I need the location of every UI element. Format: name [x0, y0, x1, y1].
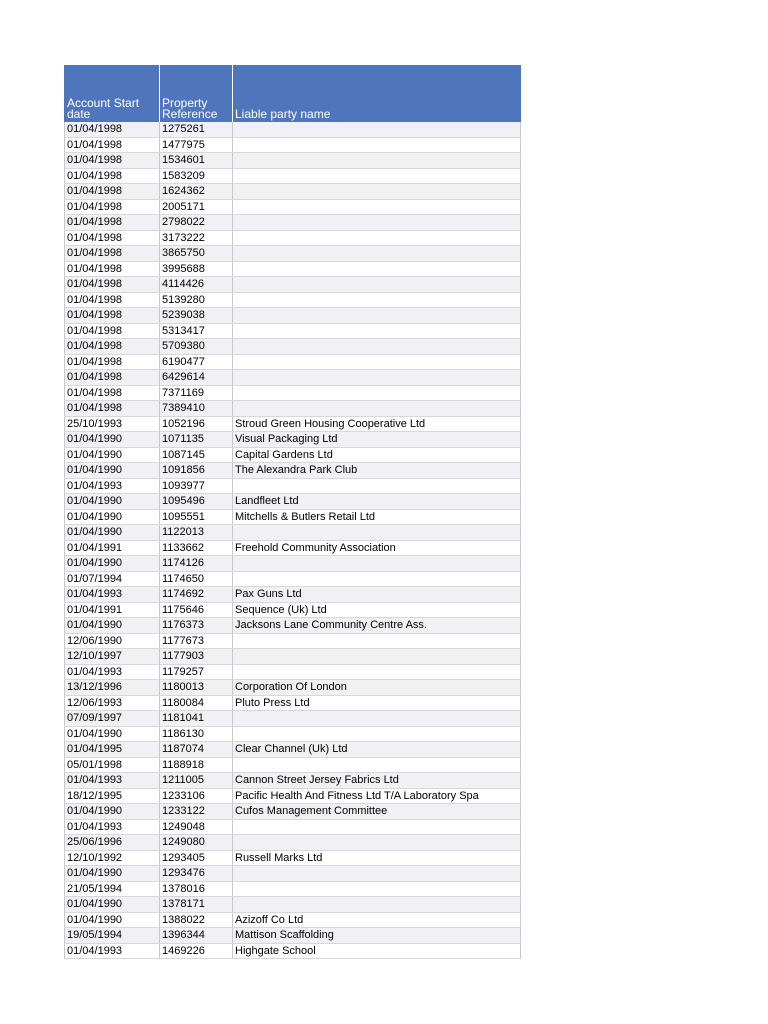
account-start-date-cell: 01/04/1990: [65, 447, 160, 463]
table-row: [65, 478, 521, 494]
property-reference-cell: 3865750: [160, 246, 233, 262]
liable-party-name-cell: Clear Channel (Uk) Ltd: [233, 742, 521, 758]
liable-party-name-cell: Mattison Scaffolding: [233, 928, 521, 944]
account-start-date-cell: 01/04/1990: [65, 912, 160, 928]
property-reference-cell: 1180084: [160, 695, 233, 711]
account-start-date-cell: 01/04/1990: [65, 463, 160, 479]
liable-party-name-cell: [233, 757, 521, 773]
liable-party-name-cell: Highgate School: [233, 943, 521, 959]
property-reference-cell: 1233122: [160, 804, 233, 820]
property-reference-cell: 1275261: [160, 122, 233, 137]
property-reference-cell: 1186130: [160, 726, 233, 742]
liable-party-name-cell: [233, 726, 521, 742]
liable-party-name-cell: Corporation Of London: [233, 680, 521, 696]
liable-party-name-cell: Azizoff Co Ltd: [233, 912, 521, 928]
account-start-date-cell: 01/04/1990: [65, 509, 160, 525]
table-row: [65, 447, 521, 463]
liable-party-name-cell: [233, 153, 521, 169]
property-reference-cell: 1133662: [160, 540, 233, 556]
table-row: [65, 153, 521, 169]
table-row: [65, 850, 521, 866]
table-row: [65, 230, 521, 246]
table-row: [65, 711, 521, 727]
table-row: [65, 432, 521, 448]
property-reference-cell: 1174692: [160, 587, 233, 603]
property-reference-cell: 1052196: [160, 416, 233, 432]
table-row: [65, 819, 521, 835]
liable-party-name-cell: Russell Marks Ltd: [233, 850, 521, 866]
property-reference-cell: 5313417: [160, 323, 233, 339]
table-row: [65, 308, 521, 324]
property-reference-cell: 6429614: [160, 370, 233, 386]
account-start-date-cell: 01/04/1998: [65, 153, 160, 169]
liable-party-name-cell: [233, 122, 521, 137]
liable-party-name-cell: [233, 478, 521, 494]
liable-party-name-cell: [233, 215, 521, 231]
account-start-date-cell: 13/12/1996: [65, 680, 160, 696]
liable-party-name-cell: [233, 881, 521, 897]
account-start-date-cell: 19/05/1994: [65, 928, 160, 944]
table-row: [65, 881, 521, 897]
property-reference-cell: 1249048: [160, 819, 233, 835]
property-reference-cell: 1177673: [160, 633, 233, 649]
property-reference-cell: 5139280: [160, 292, 233, 308]
table-row: [65, 928, 521, 944]
account-start-date-cell: 01/04/1998: [65, 292, 160, 308]
liable-party-name-cell: Visual Packaging Ltd: [233, 432, 521, 448]
property-reference-cell: 2798022: [160, 215, 233, 231]
liable-party-name-cell: [233, 835, 521, 851]
liable-party-name-cell: Mitchells & Butlers Retail Ltd: [233, 509, 521, 525]
header-account-start-date: Account Start date: [65, 65, 160, 122]
property-reference-cell: 3173222: [160, 230, 233, 246]
header-row: [65, 65, 521, 122]
liable-party-name-cell: Sequence (Uk) Ltd: [233, 602, 521, 618]
property-reference-cell: 1233106: [160, 788, 233, 804]
property-reference-cell: 1174126: [160, 556, 233, 572]
property-reference-cell: 1181041: [160, 711, 233, 727]
liable-party-name-cell: [233, 385, 521, 401]
spreadsheet: [64, 65, 520, 959]
account-start-date-cell: 21/05/1994: [65, 881, 160, 897]
table-row: [65, 540, 521, 556]
table-body: [65, 122, 521, 959]
property-reference-cell: 1093977: [160, 478, 233, 494]
account-start-date-cell: 01/04/1998: [65, 401, 160, 417]
table-row: [65, 912, 521, 928]
account-start-date-cell: 01/04/1990: [65, 618, 160, 634]
table-row: [65, 122, 521, 137]
liable-party-name-cell: Cufos Management Committee: [233, 804, 521, 820]
account-start-date-cell: 01/04/1990: [65, 556, 160, 572]
property-reference-cell: 1396344: [160, 928, 233, 944]
property-reference-cell: 1388022: [160, 912, 233, 928]
account-start-date-cell: 01/04/1998: [65, 246, 160, 262]
liable-party-name-cell: [233, 323, 521, 339]
liable-party-name-cell: [233, 230, 521, 246]
liable-party-name-cell: Stroud Green Housing Cooperative Ltd: [233, 416, 521, 432]
property-reference-cell: 1583209: [160, 168, 233, 184]
liable-party-name-cell: [233, 711, 521, 727]
account-start-date-cell: 01/04/1990: [65, 866, 160, 882]
property-reference-cell: 1091856: [160, 463, 233, 479]
table-row: [65, 137, 521, 153]
table-row: [65, 401, 521, 417]
liable-party-name-cell: [233, 339, 521, 355]
property-reference-cell: 2005171: [160, 199, 233, 215]
liable-party-name-cell: Pacific Health And Fitness Ltd T/A Laboratory Spa: [233, 788, 521, 804]
liable-party-name-cell: Freehold Community Association: [233, 540, 521, 556]
property-reference-cell: 7371169: [160, 385, 233, 401]
liable-party-name-cell: Pluto Press Ltd: [233, 695, 521, 711]
property-reference-cell: 1293405: [160, 850, 233, 866]
account-start-date-cell: 01/04/1990: [65, 897, 160, 913]
account-start-date-cell: 01/07/1994: [65, 571, 160, 587]
property-reference-cell: 1211005: [160, 773, 233, 789]
liable-party-name-cell: Jacksons Lane Community Centre Ass.: [233, 618, 521, 634]
account-start-date-cell: 01/04/1990: [65, 804, 160, 820]
liable-party-name-cell: Pax Guns Ltd: [233, 587, 521, 603]
table-row: [65, 385, 521, 401]
account-start-date-cell: 01/04/1995: [65, 742, 160, 758]
property-reference-cell: 3995688: [160, 261, 233, 277]
liable-party-name-cell: [233, 525, 521, 541]
account-start-date-cell: 01/04/1991: [65, 540, 160, 556]
account-start-date-cell: 01/04/1998: [65, 370, 160, 386]
data-table: [64, 65, 521, 959]
table-row: [65, 416, 521, 432]
table-row: [65, 633, 521, 649]
table-row: [65, 525, 521, 541]
liable-party-name-cell: [233, 199, 521, 215]
table-row: [65, 184, 521, 200]
account-start-date-cell: 18/12/1995: [65, 788, 160, 804]
table-header: [65, 65, 521, 122]
property-reference-cell: 5239038: [160, 308, 233, 324]
table-row: [65, 571, 521, 587]
table-row: [65, 680, 521, 696]
property-reference-cell: 1095496: [160, 494, 233, 510]
property-reference-cell: 1071135: [160, 432, 233, 448]
account-start-date-cell: 01/04/1998: [65, 199, 160, 215]
header-liable-party-name: Liable party name: [233, 65, 521, 122]
property-reference-cell: 6190477: [160, 354, 233, 370]
account-start-date-cell: 01/04/1990: [65, 432, 160, 448]
account-start-date-cell: 25/06/1996: [65, 835, 160, 851]
property-reference-cell: 1187074: [160, 742, 233, 758]
property-reference-cell: 1188918: [160, 757, 233, 773]
table-row: [65, 494, 521, 510]
liable-party-name-cell: Landfleet Ltd: [233, 494, 521, 510]
account-start-date-cell: 12/10/1997: [65, 649, 160, 665]
account-start-date-cell: 01/04/1991: [65, 602, 160, 618]
account-start-date-cell: 12/10/1992: [65, 850, 160, 866]
account-start-date-cell: 01/04/1998: [65, 215, 160, 231]
table-row: [65, 943, 521, 959]
table-row: [65, 804, 521, 820]
property-reference-cell: 1087145: [160, 447, 233, 463]
account-start-date-cell: 12/06/1990: [65, 633, 160, 649]
table-row: [65, 757, 521, 773]
property-reference-cell: 5709380: [160, 339, 233, 355]
table-row: [65, 354, 521, 370]
account-start-date-cell: 12/06/1993: [65, 695, 160, 711]
liable-party-name-cell: [233, 664, 521, 680]
account-start-date-cell: 01/04/1998: [65, 339, 160, 355]
account-start-date-cell: 01/04/1993: [65, 664, 160, 680]
table-row: [65, 866, 521, 882]
liable-party-name-cell: [233, 649, 521, 665]
table-row: [65, 742, 521, 758]
liable-party-name-cell: [233, 401, 521, 417]
table-row: [65, 556, 521, 572]
property-reference-cell: 1174650: [160, 571, 233, 587]
property-reference-cell: 1378016: [160, 881, 233, 897]
liable-party-name-cell: [233, 168, 521, 184]
table-row: [65, 695, 521, 711]
property-reference-cell: 1534601: [160, 153, 233, 169]
table-row: [65, 509, 521, 525]
account-start-date-cell: 01/04/1998: [65, 261, 160, 277]
account-start-date-cell: 01/04/1998: [65, 323, 160, 339]
liable-party-name-cell: [233, 897, 521, 913]
table-row: [65, 199, 521, 215]
account-start-date-cell: 01/04/1998: [65, 385, 160, 401]
property-reference-cell: 1177903: [160, 649, 233, 665]
account-start-date-cell: 01/04/1998: [65, 308, 160, 324]
property-reference-cell: 1293476: [160, 866, 233, 882]
account-start-date-cell: 01/04/1998: [65, 168, 160, 184]
liable-party-name-cell: [233, 137, 521, 153]
account-start-date-cell: 01/04/1998: [65, 277, 160, 293]
account-start-date-cell: 01/04/1993: [65, 819, 160, 835]
liable-party-name-cell: Cannon Street Jersey Fabrics Ltd: [233, 773, 521, 789]
table-row: [65, 835, 521, 851]
account-start-date-cell: 01/04/1993: [65, 943, 160, 959]
table-row: [65, 246, 521, 262]
table-row: [65, 277, 521, 293]
liable-party-name-cell: [233, 246, 521, 262]
liable-party-name-cell: Capital Gardens Ltd: [233, 447, 521, 463]
liable-party-name-cell: [233, 571, 521, 587]
table-row: [65, 897, 521, 913]
property-reference-cell: 1378171: [160, 897, 233, 913]
table-row: [65, 773, 521, 789]
account-start-date-cell: 01/04/1998: [65, 354, 160, 370]
property-reference-cell: 1249080: [160, 835, 233, 851]
account-start-date-cell: 01/04/1998: [65, 230, 160, 246]
property-reference-cell: 1624362: [160, 184, 233, 200]
account-start-date-cell: 25/10/1993: [65, 416, 160, 432]
property-reference-cell: 1122013: [160, 525, 233, 541]
table-row: [65, 292, 521, 308]
table-row: [65, 168, 521, 184]
account-start-date-cell: 01/04/1993: [65, 773, 160, 789]
property-reference-cell: 1095551: [160, 509, 233, 525]
account-start-date-cell: 01/04/1998: [65, 122, 160, 137]
table-row: [65, 463, 521, 479]
account-start-date-cell: 01/04/1990: [65, 525, 160, 541]
liable-party-name-cell: The Alexandra Park Club: [233, 463, 521, 479]
table-row: [65, 587, 521, 603]
table-row: [65, 339, 521, 355]
property-reference-cell: 4114426: [160, 277, 233, 293]
liable-party-name-cell: [233, 184, 521, 200]
liable-party-name-cell: [233, 866, 521, 882]
property-reference-cell: 1175646: [160, 602, 233, 618]
account-start-date-cell: 01/04/1993: [65, 587, 160, 603]
account-start-date-cell: 07/09/1997: [65, 711, 160, 727]
table-row: [65, 618, 521, 634]
table-row: [65, 726, 521, 742]
header-property-reference: Property Reference: [160, 65, 233, 122]
account-start-date-cell: 01/04/1990: [65, 726, 160, 742]
liable-party-name-cell: [233, 277, 521, 293]
table-row: [65, 215, 521, 231]
liable-party-name-cell: [233, 819, 521, 835]
property-reference-cell: 1477975: [160, 137, 233, 153]
liable-party-name-cell: [233, 261, 521, 277]
table-row: [65, 323, 521, 339]
account-start-date-cell: 05/01/1998: [65, 757, 160, 773]
property-reference-cell: 1176373: [160, 618, 233, 634]
liable-party-name-cell: [233, 354, 521, 370]
liable-party-name-cell: [233, 633, 521, 649]
property-reference-cell: 1179257: [160, 664, 233, 680]
account-start-date-cell: 01/04/1990: [65, 494, 160, 510]
table-row: [65, 664, 521, 680]
liable-party-name-cell: [233, 556, 521, 572]
account-start-date-cell: 01/04/1993: [65, 478, 160, 494]
property-reference-cell: 1180013: [160, 680, 233, 696]
table-row: [65, 788, 521, 804]
liable-party-name-cell: [233, 308, 521, 324]
account-start-date-cell: 01/04/1998: [65, 184, 160, 200]
table-row: [65, 370, 521, 386]
table-row: [65, 602, 521, 618]
account-start-date-cell: 01/04/1998: [65, 137, 160, 153]
property-reference-cell: 7389410: [160, 401, 233, 417]
table-row: [65, 649, 521, 665]
liable-party-name-cell: [233, 370, 521, 386]
liable-party-name-cell: [233, 292, 521, 308]
property-reference-cell: 1469226: [160, 943, 233, 959]
table-row: [65, 261, 521, 277]
